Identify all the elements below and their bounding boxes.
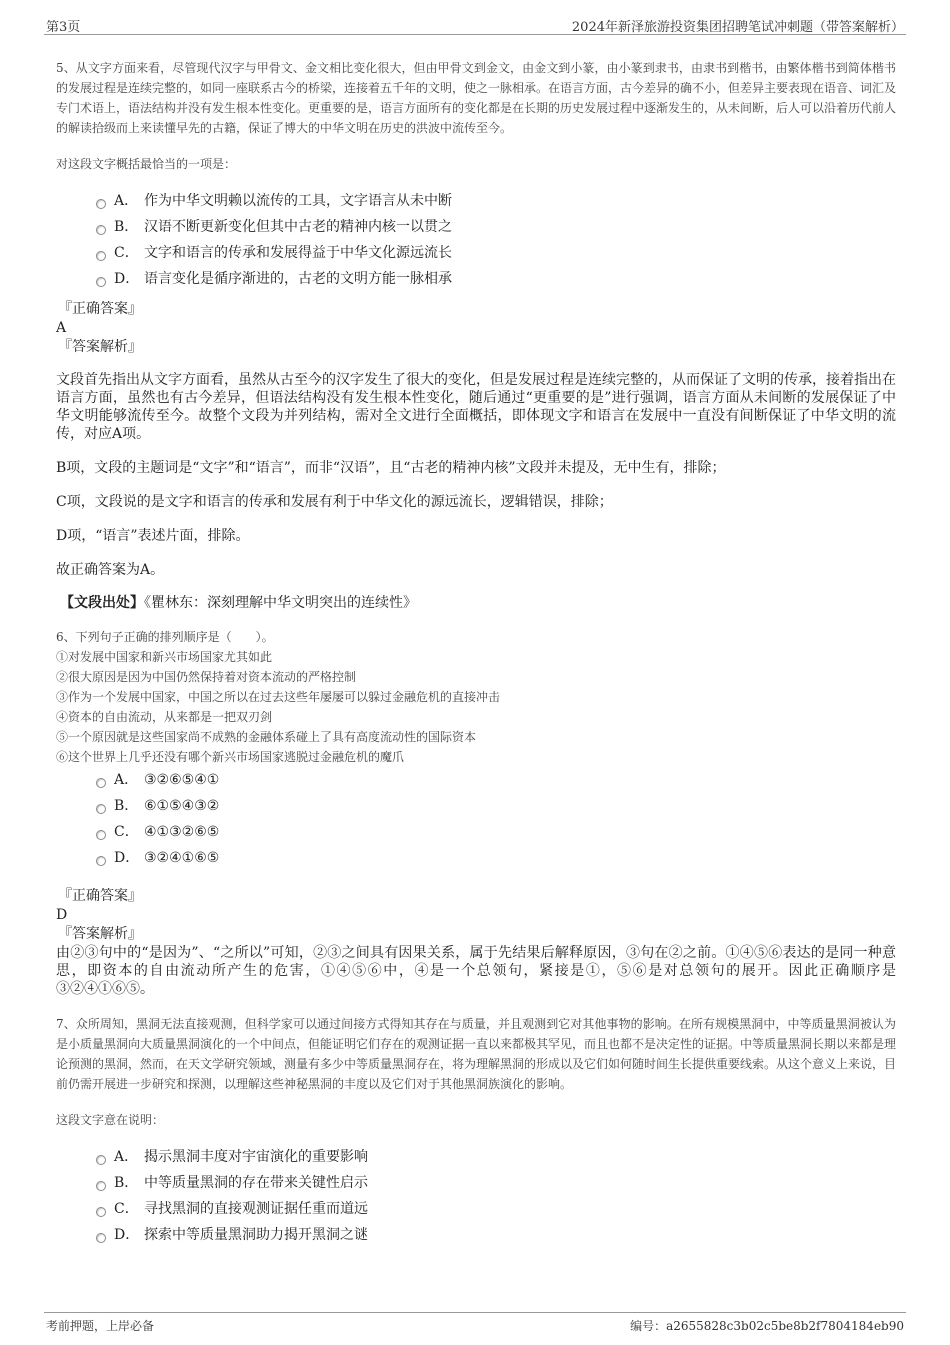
q5-option-b[interactable]: B． 汉语不断更新变化但其中古老的精神内核一以贯之 [96,214,896,240]
document-title: 2024年新泽旅游投资集团招聘笔试冲刺题（带答案解析） [571,20,904,35]
q6-sentence: ①对发展中国家和新兴市场国家尤其如此 [56,650,273,664]
q6-answer-label: 『正确答案』 [58,888,142,904]
page-footer [44,1312,906,1337]
q5-source [60,593,896,613]
q6-answer: D [56,907,68,923]
q5-analysis-main: 文段首先指出从文字方面看，虽然从古至今的汉字发生了很大的变化，但是发展过程是连续完整的，从而保证了文明的传承，接着指出在语言方面，虽然也有古今差异，但语法结构没有发生根本性变化，随后通过“更重要的是”进行强调，语言方面从未间断的发展保证了中华文明能够流传至今。故整个文段为并列结构，需对全文进行全面概括，即体现文字和语言在发展中一直没有间断保证了中华文明的流传，对应A项。 [56,372,896,442]
q5-answer: A [56,320,67,336]
document-body [56,58,896,1248]
q6-option-c[interactable]: C． ④①③②⑥⑤ [96,819,896,845]
q7-option-b[interactable]: B． 中等质量黑洞的存在带来关键性启示 [96,1170,896,1196]
radio-icon[interactable] [96,1181,106,1191]
q6-option-d[interactable]: D． ③②④①⑥⑤ [96,845,896,871]
radio-icon[interactable] [96,804,106,814]
q5-prompt: 对这段文字概括最恰当的一项是： [56,157,237,171]
q6-option-b[interactable]: B． ⑥①⑤④③② [96,793,896,819]
radio-icon[interactable] [96,225,106,235]
radio-icon[interactable] [96,830,106,840]
q7-stem: 7、众所周知，黑洞无法直接观测，但科学家可以通过间接方式得知其存在与质量，并且观测到它对其他事物的影响。在所有规模黑洞中，中等质量黑洞被认为是小质量黑洞向大质量黑洞演化的一个中间点，但能证明它们存在的观测证据一直以来都极其罕见，而且也都不是决定性的证据。中等质量黑洞长期以来都是理论预测的黑洞，然而，在天文学研究领域，测量有多少中等质量黑洞存在，将为理解黑洞的形成以及它们如何随时间生长提供重要线索。从这个意义上来说，目前仍需开展进一步研究和探测，以理解这些神秘黑洞的丰度以及它们对于其他黑洞族演化的影响。 [56,1017,897,1091]
q7-option-c[interactable]: C． 寻找黑洞的直接观测证据任重而道远 [96,1196,896,1222]
q6-analysis-label: 『答案解析』 [58,926,142,942]
radio-icon[interactable] [96,199,106,209]
source-label: 【文段出处】 [60,595,144,611]
q5-analysis-conclusion: 故正确答案为A。 [56,562,165,578]
radio-icon[interactable] [96,1233,106,1243]
page-header [44,14,906,35]
q5-answer-label: 『正确答案』 [58,301,142,317]
q5-options [96,188,896,292]
q7-options [96,1144,896,1248]
q5-stem: 5、从文字方面来看，尽管现代汉字与甲骨文、金文相比变化很大，但由甲骨文到金文，由金文到小篆，由小篆到隶书，由隶书到楷书，由繁体楷书到简体楷书的发展过程是连续完整的，如同一座联系古今的桥梁，连接着五千年的文明，使之一脉相承。在语言方面，古今差异的确不小，但差异主要表现在语音、词汇及专门术语上，语法结构并没有发生根本性变化。更重要的是，语言方面所有的变化都是在长期的历史发展过程中逐渐发生的，从未间断，后人可以沿着历代前人的解读拾级而上来读懂早先的古籍，保证了博大的中华文明在历史的洪波中流传至今。 [56,61,897,135]
q5-analysis-c: C项，文段说的是文字和语言的传承和发展有利于中华文化的源远流长，逻辑错误，排除； [56,494,613,510]
radio-icon[interactable] [96,1155,106,1165]
q6-sentence: ⑥这个世界上几乎还没有哪个新兴市场国家逃脱过金融危机的魔爪 [56,750,405,764]
q6-sentence: ⑤一个原因就是这些国家尚不成熟的金融体系碰上了具有高度流动性的国际资本 [56,730,477,744]
q6-sentence: ③作为一个发展中国家，中国之所以在过去这些年屡屡可以躲过金融危机的直接冲击 [56,690,501,704]
q7-option-a[interactable]: A． 揭示黑洞丰度对宇宙演化的重要影响 [96,1144,896,1170]
q5-option-c[interactable]: C． 文字和语言的传承和发展得益于中华文化源远流长 [96,240,896,266]
q6-options [96,767,896,871]
q7-option-d[interactable]: D． 探索中等质量黑洞助力揭开黑洞之谜 [96,1222,896,1248]
q5-option-a[interactable]: A． 作为中华文明赖以流传的工具，文字语言从未中断 [96,188,896,214]
q5-analysis-label: 『答案解析』 [58,339,142,355]
page-number: 第3页 [46,20,81,35]
q6-stem: 6、下列句子正确的排列顺序是（ ）。 [56,630,274,644]
radio-icon[interactable] [96,856,106,866]
source-text: 《瞿林东：深刻理解中华文明突出的连续性》 [144,595,417,611]
radio-icon[interactable] [96,1207,106,1217]
q6-sentence: ④资本的自由流动，从来都是一把双刃剑 [56,710,273,724]
q6-sentence: ②很大原因是因为中国仍然保持着对资本流动的严格控制 [56,670,357,684]
footer-slogan: 考前押题，上岸必备 [46,1319,155,1333]
radio-icon[interactable] [96,251,106,261]
q5-analysis-b: B项，文段的主题词是“文字”和“语言”，而非“汉语”，且“古老的精神内核”文段并未提及，无中生有，排除； [56,460,726,476]
q5-analysis-d: D项，“语言”表述片面，排除。 [56,528,250,544]
q7-prompt: 这段文字意在说明： [56,1113,165,1127]
q6-analysis: 由②③句中的“是因为”、“之所以”可知，②③之间具有因果关系，属于先结果后解释原因，③句在②之前。①④⑤⑥表达的是同一种意思，即资本的自由流动所产生的危害，①④⑤⑥中，④是一个总领句，紧接是①，⑤⑥是对总领句的展开。因此正确顺序是③②④①⑥⑤。 [56,945,896,997]
radio-icon[interactable] [96,277,106,287]
document-code: 编号：a2655828c3b02c5be8b2f7804184eb90 [630,1319,904,1333]
radio-icon[interactable] [96,778,106,788]
q5-option-d[interactable]: D． 语言变化是循序渐进的，古老的文明方能一脉相承 [96,266,896,292]
q6-option-a[interactable]: A． ③②⑥⑤④① [96,767,896,793]
